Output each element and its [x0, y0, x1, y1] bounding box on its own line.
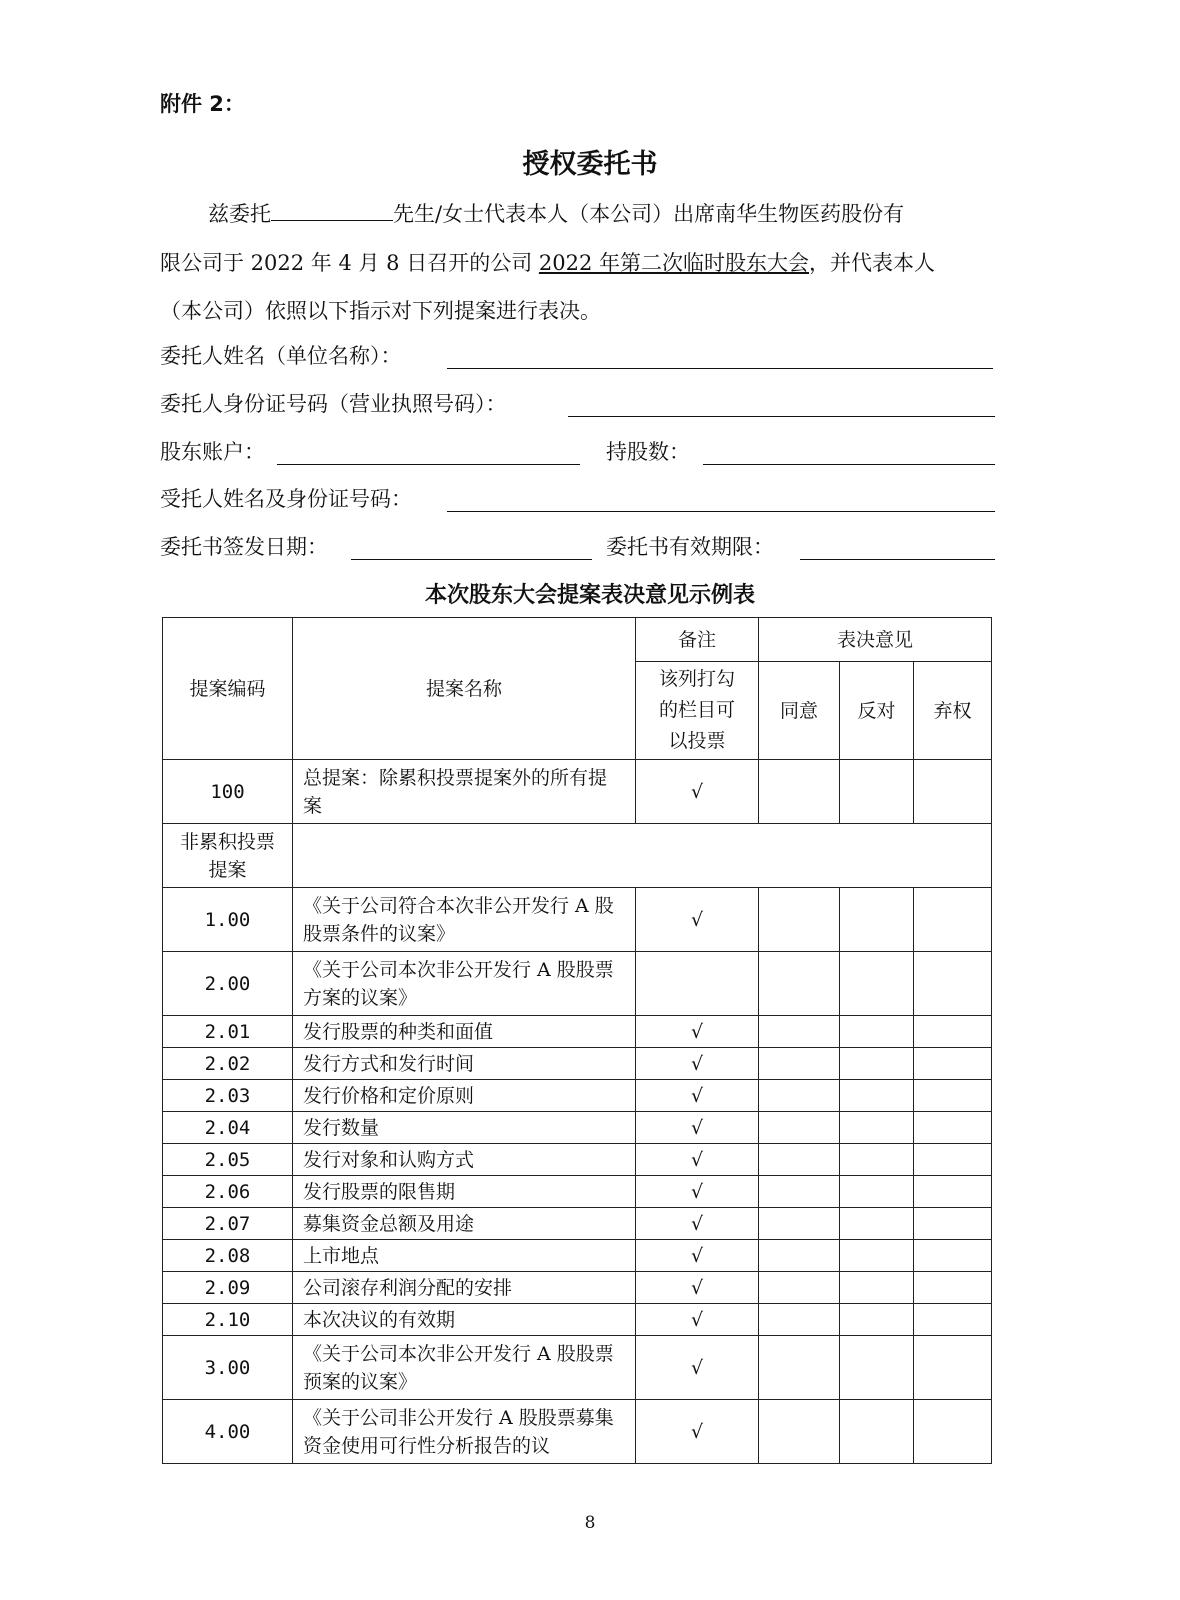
- intro-line2-prefix: 限公司于 2022 年 4 月 8 日召开的公司: [160, 251, 539, 275]
- oppose-cell[interactable]: [840, 1016, 914, 1048]
- table-row: [163, 1240, 992, 1272]
- agree-cell[interactable]: [759, 760, 840, 824]
- oppose-cell[interactable]: [840, 1336, 914, 1400]
- proxy-row: [160, 484, 1000, 514]
- proposal-name: 募集资金总额及用途: [293, 1208, 636, 1240]
- proxy-name-id-field[interactable]: [447, 510, 995, 512]
- proposal-code: 2.00: [163, 952, 293, 1016]
- proposal-name: 总提案：除累积投票提案外的所有提案: [293, 760, 636, 824]
- agree-cell[interactable]: [759, 1112, 840, 1144]
- section-empty-cell: [293, 824, 992, 888]
- abstain-cell[interactable]: [914, 1144, 992, 1176]
- proposal-code: 2.09: [163, 1272, 293, 1304]
- table-row: [163, 1144, 992, 1176]
- vote-eligible-check: √: [636, 1208, 759, 1240]
- col-header-agree: 同意: [759, 662, 840, 760]
- table-row: [163, 1208, 992, 1240]
- intro-line-1: [160, 198, 1000, 228]
- proposal-name: 发行股票的种类和面值: [293, 1016, 636, 1048]
- col-header-abstain: 弃权: [914, 662, 992, 760]
- proposal-name: 《关于公司本次非公开发行 A 股股票预案的议案》: [293, 1336, 636, 1400]
- table-row: [163, 1304, 992, 1336]
- table-row: [163, 1048, 992, 1080]
- table-row: [163, 1112, 992, 1144]
- vote-eligible-check: √: [636, 1400, 759, 1464]
- agree-cell[interactable]: [759, 952, 840, 1016]
- abstain-cell[interactable]: [914, 1080, 992, 1112]
- abstain-cell[interactable]: [914, 1176, 992, 1208]
- proposal-code: 非累积投票提案: [163, 824, 293, 888]
- principal-id-row: [160, 389, 1000, 419]
- table-row: [163, 760, 992, 824]
- vote-eligible-check: √: [636, 1144, 759, 1176]
- oppose-cell[interactable]: [840, 1176, 914, 1208]
- proposal-name: 《关于公司符合本次非公开发行 A 股股票条件的议案》: [293, 888, 636, 952]
- table-row: [163, 1336, 992, 1400]
- proposal-code: 2.01: [163, 1016, 293, 1048]
- abstain-cell[interactable]: [914, 1016, 992, 1048]
- agree-cell[interactable]: [759, 1080, 840, 1112]
- account-row: [160, 437, 1000, 467]
- oppose-cell[interactable]: [840, 1304, 914, 1336]
- table-row: [163, 1016, 992, 1048]
- intro-prefix: 兹委托: [208, 202, 271, 226]
- proposal-name: 发行股票的限售期: [293, 1176, 636, 1208]
- col-header-remark-sub: 该列打勾的栏目可以投票: [636, 662, 759, 760]
- shares-held-label: 持股数：: [606, 440, 690, 464]
- proposal-name: 公司滚存利润分配的安排: [293, 1272, 636, 1304]
- principal-id-field[interactable]: [568, 415, 995, 417]
- vote-eligible-check: √: [636, 1112, 759, 1144]
- agree-cell[interactable]: [759, 1208, 840, 1240]
- abstain-cell[interactable]: [914, 1048, 992, 1080]
- table-row: [163, 1272, 992, 1304]
- table-row: [163, 952, 992, 1016]
- vote-eligible-check: √: [636, 1016, 759, 1048]
- intro-line-2: [160, 248, 1000, 278]
- proposal-code: 2.10: [163, 1304, 293, 1336]
- proposal-code: 2.07: [163, 1208, 293, 1240]
- proposal-name: 发行数量: [293, 1112, 636, 1144]
- proposal-name: 发行对象和认购方式: [293, 1144, 636, 1176]
- attachment-label: 附件 2：: [160, 92, 245, 116]
- shareholder-account-label: 股东账户：: [160, 440, 265, 464]
- abstain-cell[interactable]: [914, 1400, 992, 1464]
- oppose-cell[interactable]: [840, 952, 914, 1016]
- vote-eligible-check: √: [636, 1048, 759, 1080]
- validity-period-field[interactable]: [800, 558, 995, 560]
- agree-cell[interactable]: [759, 1272, 840, 1304]
- vote-eligible-check: √: [636, 760, 759, 824]
- table-row: [163, 824, 992, 888]
- proposal-name: 发行价格和定价原则: [293, 1080, 636, 1112]
- agree-cell[interactable]: [759, 1336, 840, 1400]
- intro-line1-suffix: 先生/女士代表本人（本公司）出席南华生物医药股份有: [393, 202, 905, 226]
- proposal-code: 1.00: [163, 888, 293, 952]
- proposal-code: 100: [163, 760, 293, 824]
- proposal-code: 2.02: [163, 1048, 293, 1080]
- abstain-cell[interactable]: [914, 760, 992, 824]
- abstain-cell[interactable]: [914, 1304, 992, 1336]
- document-title: 授权委托书: [522, 149, 658, 180]
- meeting-name: 2022 年第二次临时股东大会: [538, 251, 810, 275]
- proposal-code: 2.03: [163, 1080, 293, 1112]
- page-number: 8: [584, 1513, 596, 1533]
- col-header-name: 提案名称: [293, 618, 636, 760]
- proposal-vote-table: [162, 617, 992, 1464]
- proposal-code: 3.00: [163, 1336, 293, 1400]
- agree-cell[interactable]: [759, 1048, 840, 1080]
- abstain-cell[interactable]: [914, 1336, 992, 1400]
- vote-eligible-check: √: [636, 1080, 759, 1112]
- col-header-remark: 备注: [636, 618, 759, 662]
- abstain-cell[interactable]: [914, 888, 992, 952]
- agree-cell[interactable]: [759, 1304, 840, 1336]
- oppose-cell[interactable]: [840, 1272, 914, 1304]
- principal-id-label: 委托人身份证号码（营业执照号码）：: [160, 392, 507, 416]
- col-header-code: 提案编码: [163, 618, 293, 760]
- vote-eligible-check: √: [636, 1176, 759, 1208]
- table-row: [163, 1400, 992, 1464]
- oppose-cell[interactable]: [840, 1240, 914, 1272]
- abstain-cell[interactable]: [914, 952, 992, 1016]
- abstain-cell[interactable]: [914, 1208, 992, 1240]
- oppose-cell[interactable]: [840, 1080, 914, 1112]
- oppose-cell[interactable]: [840, 1112, 914, 1144]
- proposal-name: 上市地点: [293, 1240, 636, 1272]
- proposal-name: 《关于公司本次非公开发行 A 股股票方案的议案》: [293, 952, 636, 1016]
- vote-eligible-check: √: [636, 1240, 759, 1272]
- table-row: [163, 1080, 992, 1112]
- table-row: [163, 1176, 992, 1208]
- date-row: [160, 532, 1000, 562]
- header-row-1: [163, 618, 992, 662]
- vote-eligible-check: √: [636, 1272, 759, 1304]
- issue-date-label: 委托书签发日期：: [160, 535, 328, 559]
- vote-eligible-check: √: [636, 1336, 759, 1400]
- agree-cell[interactable]: [759, 1240, 840, 1272]
- agree-cell[interactable]: [759, 1176, 840, 1208]
- oppose-cell[interactable]: [840, 1400, 914, 1464]
- table-title: 本次股东大会提案表决意见示例表: [424, 583, 755, 608]
- oppose-cell[interactable]: [840, 888, 914, 952]
- vote-eligible-check: √: [636, 888, 759, 952]
- agree-cell[interactable]: [759, 1144, 840, 1176]
- abstain-cell[interactable]: [914, 1240, 992, 1272]
- proposal-code: 2.06: [163, 1176, 293, 1208]
- proxy-name-blank: [271, 198, 393, 221]
- validity-period-label: 委托书有效期限：: [606, 535, 774, 559]
- shares-held-field[interactable]: [703, 463, 995, 465]
- principal-name-label: 委托人姓名（单位名称）：: [160, 344, 402, 368]
- proposal-name: 《关于公司非公开发行 A 股股票募集资金使用可行性分析报告的议: [293, 1400, 636, 1464]
- proposal-code: 2.08: [163, 1240, 293, 1272]
- issue-date-field[interactable]: [351, 558, 592, 560]
- oppose-cell[interactable]: [840, 1048, 914, 1080]
- abstain-cell[interactable]: [914, 1272, 992, 1304]
- proposal-name: 发行方式和发行时间: [293, 1048, 636, 1080]
- proposal-code: 2.04: [163, 1112, 293, 1144]
- proposal-name: 本次决议的有效期: [293, 1304, 636, 1336]
- vote-eligible-check: [636, 952, 759, 1016]
- oppose-cell[interactable]: [840, 1144, 914, 1176]
- agree-cell[interactable]: [759, 888, 840, 952]
- agree-cell[interactable]: [759, 1400, 840, 1464]
- principal-name-field[interactable]: [447, 367, 993, 369]
- proposal-code: 2.05: [163, 1144, 293, 1176]
- col-header-oppose: 反对: [840, 662, 914, 760]
- oppose-cell[interactable]: [840, 1208, 914, 1240]
- proposal-code: 4.00: [163, 1400, 293, 1464]
- oppose-cell[interactable]: [840, 760, 914, 824]
- agree-cell[interactable]: [759, 1016, 840, 1048]
- shareholder-account-field[interactable]: [277, 463, 580, 465]
- abstain-cell[interactable]: [914, 1112, 992, 1144]
- col-header-opinion: 表决意见: [759, 618, 992, 662]
- intro-line-3: （本公司）依照以下指示对下列提案进行表决。: [160, 299, 601, 323]
- vote-eligible-check: √: [636, 1304, 759, 1336]
- proxy-name-id-label: 受托人姓名及身份证号码：: [160, 487, 412, 511]
- intro-line2-suffix: ，并代表本人: [809, 251, 936, 275]
- table-row: [163, 888, 992, 952]
- principal-name-row: [160, 341, 1000, 371]
